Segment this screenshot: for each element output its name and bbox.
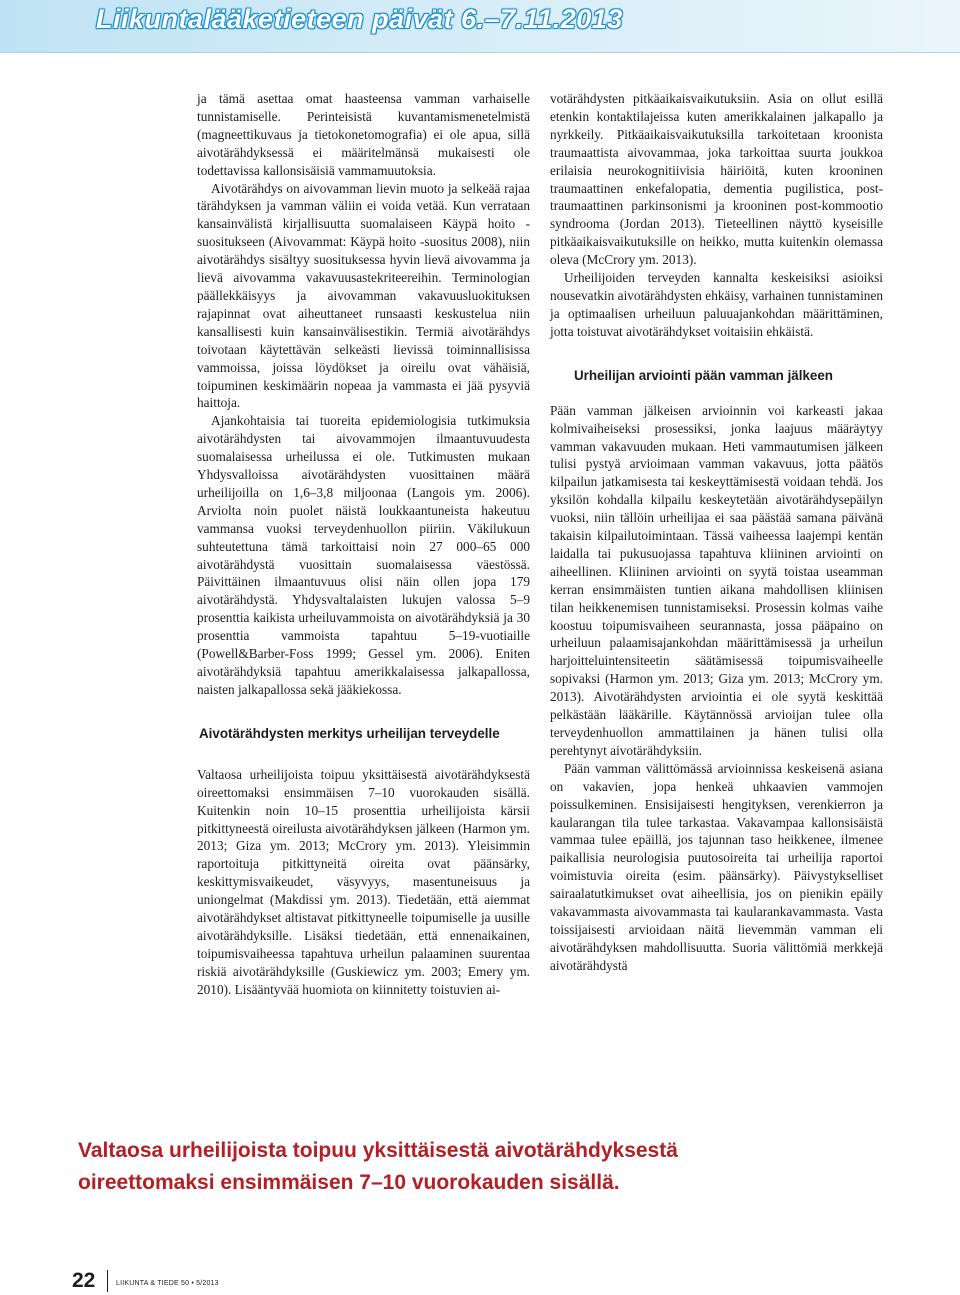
page-number: 22 (72, 1269, 96, 1292)
left-column (197, 90, 530, 999)
pull-quote-line-1: Valtaosa urheilijoista toipuu yksittäisestä aivotärähdyksestä (78, 1139, 678, 1162)
left-paragraph-2: Aivotärähdys on aivovamman lievin muoto ja selkeää rajaa tärähdyksen ja vamman väliin ei voida vetää. Kun verrataan kansainvälistä kirjallisuutta suomalaiseen Käypä hoito -suositukseen (Aivovammat: Käypä hoito -suositus 2008), niin aivotärähdys sisältyy suosituksessa hyvin lievä aivovamma ja lievä aivovamma vakavuusastekriteereihin. Terminologian päällekkäisyys ja aivovamman vakavuusluokituksen rajapinnat ovat aiheuttaneet runsaasti keskustelua niin kansallisesti kuin kansainvälisestikin. Termiä aivotärähdys toivotaan käytettävän selkeästi lievissä toiminnallisissa vammoissa, joissa löydökset ja oireilu ovat vähäisiä, toipuminen keskimäärin nopeaa ja vammasta ei jää pysyviä haittoja. (197, 180, 530, 411)
left-paragraph-1: ja tämä asettaa omat haasteensa vamman varhaiselle tunnistamiselle. Perinteisistä kuvantamismenetelmistä (magneettikuvaus ja tietokonetomografia) ei ole apua, sillä aivotärähdyksessä ei määritelmänsä mukaisesti ole todettavissa kallonsisäisiä vammamuutoksia. (197, 91, 530, 178)
header-banner (0, 0, 960, 53)
footer-divider (107, 1270, 108, 1292)
right-paragraph-4: Pään vamman välittömässä arvioinnissa keskeisenä asiana on vakavien, jopa henkeä uhkaavien vammojen poissulkeminen. Ensisijaisesti hengityksen, verenkierron ja kaularangan tila tulee tarkastaa. Vakavampaa kallonsisäistä vammaa tulee epäillä, jos tajunnan taso heikkenee, ilmenee paikallisia neurologisia puutosoireita tai urheilija raportoi voimistuvia oireita (esim. päänsärky). Päivystykselliset sairaalatutkimukset ovat aiheellisia, jos on pienikin epäily vakavammasta aivovammasta tai kaularankavammasta. Vasta toissijaisesti arvioidaan näitä lievemmän vamman eli aivotärähdyksen mahdollisuutta. Suoria välittömiä merkkejä aivotärähdystä (550, 760, 883, 973)
section-heading-significance: Aivotärähdysten merkitys urheilijan terveydelle (199, 725, 500, 741)
left-paragraph-4: Valtaosa urheilijoista toipuu yksittäisestä aivotärähdyksestä oireettomaksi ensimmäisen 7–10 vuorokauden sisällä. Kuitenkin noin 10–15 prosenttia urheilijoista kärsii pitkittyneestä oireilusta aivotärähdyksen jälkeen (Harmon ym. 2013; Giza ym. 2013; McCrory ym. 2013). Yleisimmin raportoituja pitkittyneitä oireita ovat päänsärky, keskittymisvaikeudet, väsyvyys, masentuneisuus ja uniongelmat (Makdissi ym. 2013). Tiedetään, että aiemmat aivotärähdykset altistavat pitkittyneelle toipumiselle ja uusille aivotärähdyksille. Lisäksi tiedetään, että ennenaikainen, toipumisvaiheessa tapahtuva urheilun palaaminen suurentaa riskiä aivotärähdyksille (Guskiewicz ym. 2003; Emery ym. 2010). Lisääntyvää huomiota on kiinnitetty toistuvien ai- (197, 766, 530, 997)
page-footer (58, 1270, 358, 1292)
right-paragraph-1: votärähdysten pitkäaikaisvaikutuksiin. Asia on ollut esillä etenkin kontaktilajeissa kuten amerikkalainen jalkapallo ja nyrkkeily. Pitkäaikaisvaikutuksilla tarkoitetaan kroonista traumaattista aivovammaa, joka tarkoittaa suurta joukkoa erilaisia neurokognitiivisia häiriöitä, kuten krooninen traumaattinen enkefalopatia, dementia pugilistica, post-traumaattinen parkinsonismi ja krooninen post-kommootio syndrooma (Jordan 2013). Tieteellinen näyttö kyseisille pitkäaikaisvaikutuksille on heikko, mutta kuitenkin olemassa oleva (McCrory ym. 2013). (550, 91, 883, 268)
right-paragraph-2: Urheilijoiden terveyden kannalta keskeisiksi asioiksi nousevatkin aivotärähdysten ehkäisy, varhainen tunnistaminen ja optimaalisen urheiluun paluuajankohdan määrittäminen, jotta toistuvat aivotärähdykset voitaisiin ehkäistä. (550, 270, 883, 339)
journal-info: LIIKUNTA & TIEDE 50 • 5/2013 (116, 1280, 219, 1287)
left-paragraph-3: Ajankohtaisia tai tuoreita epidemiologisia tutkimuksia aivotärähdysten tai aivovammojen ilmaantuvuudesta suomalaisessa urheilussa ei ole. Tutkimusten mukaan Yhdysvalloissa aivotärähdysten vuosittainen määrä urheilijoilla on 1,6–3,8 miljoonaa (Langois ym. 2006). Arviolta noin puolet näistä loukkaantuneista hakeutuu vammansa vuoksi terveydenhuollon piiriin. Väkilukuun suhteutettuna tämä tarkoittaisi noin 27 000–65 000 aivotärähdystä vuosittain suomalaisessa väestössä. Päivittäinen ilmaantuvuus olisi näin ollen jopa 179 aivotärähdystä. Yhdysvaltalaisten lukujen valossa 5–9 prosenttia kaikista urheiluvammoista on aivotärähdyksiä ja 30 prosenttia vammoista tapahtuu 5–19-vuotiaille (Powell&Barber-Foss 1999; Gessel ym. 2006). Eniten aivotärähdyksiä tapahtuu amerikkalaisessa jalkapallossa, naisten jalkapallossa sekä jääkiekossa. (197, 413, 530, 697)
right-column (550, 90, 883, 975)
right-paragraph-3: Pään vamman jälkeisen arvioinnin voi karkeasti jakaa kolmivaiheiseksi prosessiksi, jonka laajuus määräytyy vamman vakavuuden mukaan. Heti vammautumisen jälkeen tulisi pystyä arvioimaan vamman vakavuus, jotta päätös kilpailun jatkamisesta tai keskeyttämisestä voidaan tehdä. Jos yksilön kohdalla kilpailu keskeytetään aivotärähdysepäilyn vuoksi, niin tällöin urheilijaa ei saa päästää samana päivänä takaisin kilpailutoimintaan. Tässä vaiheessa laajempi kentän laidalla tai pukusuojassa tapahtuva kliininen arviointi on aiheellinen. Kliininen arviointi on syytä toistaa useamman kerran ensimmäisten tuntien aikana mahdollisen kliinisen tilan heikkenemisen tunnistamiseksi. Prosessin kolmas vaihe koostuu toipumisvaiheen seurannasta, jossa pääpaino on urheiluun palaamisajankohdan määrittämisessä ja urheilun harjoitteluintensiteetin säätämisessä toipumisvaiheelle sopivaksi (Harmon ym. 2013; Giza ym. 2013; McCrory ym. 2013). Aivotärähdysten arviointia ei ole syytä keskittää pelkästään lääkärille. Käytännössä arvioijan tulee olla terveydenhuollon ammattilainen ja hänen tulisi olla perehtynyt aivotärähdyksiin. (550, 402, 883, 758)
pull-quote-line-2: oireettomaksi ensimmäisen 7–10 vuorokauden sisällä. (78, 1171, 620, 1194)
section-heading-assessment: Urheilijan arviointi pään vamman jälkeen (574, 367, 833, 383)
banner-title: Liikuntalääketieteen päivät 6.–7.11.2013 (96, 4, 623, 34)
pull-quote (78, 1135, 898, 1199)
